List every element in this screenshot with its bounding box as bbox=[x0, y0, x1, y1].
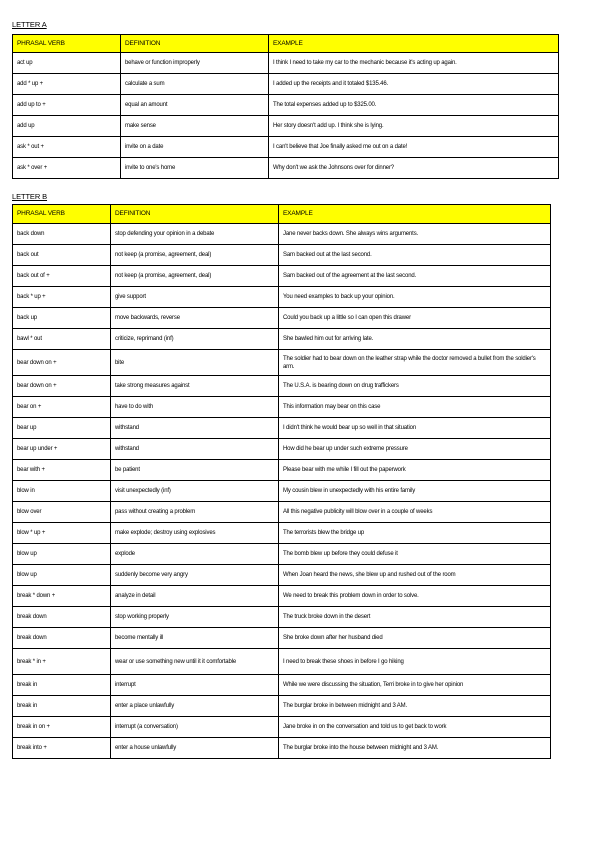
letter-a-label: LETTER A bbox=[12, 20, 47, 29]
table-row bbox=[13, 158, 559, 179]
phrasal-verb-cell: bear with + bbox=[13, 460, 111, 481]
phrasal-verb-cell: back out bbox=[13, 245, 111, 266]
example-cell: While we were discussing the situation, Terri broke in to give her opinion bbox=[279, 675, 551, 696]
phrasal-verb-cell: add up bbox=[13, 116, 121, 137]
table-row bbox=[13, 329, 551, 350]
phrasal-verb-cell: break into + bbox=[13, 738, 111, 759]
phrasal-verb-cell: break in bbox=[13, 675, 111, 696]
phrasal-verb-cell: bear up under + bbox=[13, 439, 111, 460]
column-header-phrasal-verb: PHRASAL VERB bbox=[13, 205, 111, 224]
table-header-row bbox=[13, 205, 551, 224]
table-row bbox=[13, 586, 551, 607]
phrasal-verb-cell: back up bbox=[13, 308, 111, 329]
example-cell: The burglar broke into the house between midnight and 3 AM. bbox=[279, 738, 551, 759]
definition-cell: give support bbox=[111, 287, 279, 308]
definition-cell: make explode; destroy using explosives bbox=[111, 523, 279, 544]
phrasal-verb-cell: ask * out + bbox=[13, 137, 121, 158]
table-row bbox=[13, 95, 559, 116]
table-header-row bbox=[13, 35, 559, 53]
phrasal-verb-cell: ask * over + bbox=[13, 158, 121, 179]
definition-cell: equal an amount bbox=[121, 95, 269, 116]
definition-cell: bite bbox=[111, 350, 279, 376]
example-cell: The terrorists blew the bridge up bbox=[279, 523, 551, 544]
example-cell: I added up the receipts and it totaled $135.46. bbox=[269, 74, 559, 95]
phrasal-verb-cell: add * up + bbox=[13, 74, 121, 95]
definition-cell: not keep (a promise, agreement, deal) bbox=[111, 245, 279, 266]
table-row bbox=[13, 544, 551, 565]
definition-cell: not keep (a promise, agreement, deal) bbox=[111, 266, 279, 287]
letter-a-table bbox=[12, 34, 559, 179]
definition-cell: invite on a date bbox=[121, 137, 269, 158]
table-row bbox=[13, 266, 551, 287]
phrasal-verb-cell: blow * up + bbox=[13, 523, 111, 544]
definition-cell: make sense bbox=[121, 116, 269, 137]
table-row bbox=[13, 738, 551, 759]
example-cell: This information may bear on this case bbox=[279, 397, 551, 418]
definition-cell: explode bbox=[111, 544, 279, 565]
table-row bbox=[13, 523, 551, 544]
table-row bbox=[13, 376, 551, 397]
example-cell: The soldier had to bear down on the leather strap while the doctor removed a bullet from the soldier's arm. bbox=[279, 350, 551, 376]
phrasal-verb-cell: break * down + bbox=[13, 586, 111, 607]
table-row bbox=[13, 418, 551, 439]
example-cell: Sam backed out of the agreement at the last second. bbox=[279, 266, 551, 287]
table-row bbox=[13, 397, 551, 418]
definition-cell: calculate a sum bbox=[121, 74, 269, 95]
definition-cell: stop defending your opinion in a debate bbox=[111, 224, 279, 245]
example-cell: Her story doesn't add up. I think she is lying. bbox=[269, 116, 559, 137]
definition-cell: wear or use something new until it it comfortable bbox=[111, 649, 279, 675]
definition-cell: visit unexpectedly (inf) bbox=[111, 481, 279, 502]
definition-cell: enter a place unlawfully bbox=[111, 696, 279, 717]
definition-cell: pass without creating a problem bbox=[111, 502, 279, 523]
example-cell: The U.S.A. is bearing down on drug traffickers bbox=[279, 376, 551, 397]
table-row bbox=[13, 649, 551, 675]
phrasal-verb-cell: break in on + bbox=[13, 717, 111, 738]
table-row bbox=[13, 287, 551, 308]
definition-cell: have to do with bbox=[111, 397, 279, 418]
example-cell: My cousin blew in unexpectedly with his entire family bbox=[279, 481, 551, 502]
phrasal-verb-cell: break down bbox=[13, 607, 111, 628]
example-cell: The burglar broke in between midnight and 3 AM. bbox=[279, 696, 551, 717]
example-cell: I didn't think he would bear up so well in that situation bbox=[279, 418, 551, 439]
definition-cell: withstand bbox=[111, 439, 279, 460]
definition-cell: analyze in detail bbox=[111, 586, 279, 607]
phrasal-verb-cell: break down bbox=[13, 628, 111, 649]
phrasal-verb-cell: bear down on + bbox=[13, 350, 111, 376]
example-cell: The truck broke down in the desert bbox=[279, 607, 551, 628]
table-row bbox=[13, 675, 551, 696]
example-cell: Could you back up a little so I can open this drawer bbox=[279, 308, 551, 329]
table-row bbox=[13, 565, 551, 586]
table-row bbox=[13, 607, 551, 628]
definition-cell: behave or function improperly bbox=[121, 53, 269, 74]
table-row bbox=[13, 502, 551, 523]
table-row bbox=[13, 137, 559, 158]
definition-cell: invite to one's home bbox=[121, 158, 269, 179]
definition-cell: interrupt (a conversation) bbox=[111, 717, 279, 738]
phrasal-verb-cell: back * up + bbox=[13, 287, 111, 308]
definition-cell: enter a house unlawfully bbox=[111, 738, 279, 759]
phrasal-verb-cell: act up bbox=[13, 53, 121, 74]
table-row bbox=[13, 116, 559, 137]
definition-cell: become mentally ill bbox=[111, 628, 279, 649]
example-cell: We need to break this problem down in order to solve. bbox=[279, 586, 551, 607]
phrasal-verb-cell: bear up bbox=[13, 418, 111, 439]
column-header-example: EXAMPLE bbox=[279, 205, 551, 224]
definition-cell: take strong measures against bbox=[111, 376, 279, 397]
definition-cell: be patient bbox=[111, 460, 279, 481]
phrasal-verb-cell: bawl * out bbox=[13, 329, 111, 350]
example-cell: When Joan heard the news, she blew up and rushed out of the room bbox=[279, 565, 551, 586]
column-header-definition: DEFINITION bbox=[121, 35, 269, 53]
example-cell: How did he bear up under such extreme pressure bbox=[279, 439, 551, 460]
table-row bbox=[13, 53, 559, 74]
table-row bbox=[13, 224, 551, 245]
table-row bbox=[13, 628, 551, 649]
letter-b-label: LETTER B bbox=[12, 192, 48, 201]
phrasal-verb-cell: back out of + bbox=[13, 266, 111, 287]
phrasal-verb-cell: blow over bbox=[13, 502, 111, 523]
definition-cell: suddenly become very angry bbox=[111, 565, 279, 586]
example-cell: I need to break these shoes in before I go hiking bbox=[279, 649, 551, 675]
definition-cell: withstand bbox=[111, 418, 279, 439]
table-row bbox=[13, 460, 551, 481]
definition-cell: interrupt bbox=[111, 675, 279, 696]
definition-cell: criticize, reprimand (inf) bbox=[111, 329, 279, 350]
example-cell: I think I need to take my car to the mechanic because it's acting up again. bbox=[269, 53, 559, 74]
example-cell: She bawled him out for arriving late. bbox=[279, 329, 551, 350]
phrasal-verb-cell: bear on + bbox=[13, 397, 111, 418]
phrasal-verb-cell: break * in + bbox=[13, 649, 111, 675]
table-row bbox=[13, 308, 551, 329]
example-cell: Sam backed out at the last second. bbox=[279, 245, 551, 266]
phrasal-verb-cell: bear down on + bbox=[13, 376, 111, 397]
example-cell: Jane broke in on the conversation and told us to get back to work bbox=[279, 717, 551, 738]
example-cell: I can't believe that Joe finally asked me out on a date! bbox=[269, 137, 559, 158]
phrasal-verb-cell: blow up bbox=[13, 565, 111, 586]
column-header-phrasal-verb: PHRASAL VERB bbox=[13, 35, 121, 53]
example-cell: Please bear with me while I fill out the paperwork bbox=[279, 460, 551, 481]
table-row bbox=[13, 696, 551, 717]
definition-cell: stop working properly bbox=[111, 607, 279, 628]
phrasal-verb-cell: break in bbox=[13, 696, 111, 717]
letter-b-table bbox=[12, 204, 551, 759]
phrasal-verb-cell: blow up bbox=[13, 544, 111, 565]
phrasal-verb-cell: blow in bbox=[13, 481, 111, 502]
column-header-example: EXAMPLE bbox=[269, 35, 559, 53]
table-row bbox=[13, 717, 551, 738]
table-row bbox=[13, 350, 551, 376]
column-header-definition: DEFINITION bbox=[111, 205, 279, 224]
example-cell: The bomb blew up before they could defuse it bbox=[279, 544, 551, 565]
example-cell: Why don't we ask the Johnsons over for dinner? bbox=[269, 158, 559, 179]
table-row bbox=[13, 439, 551, 460]
table-row bbox=[13, 245, 551, 266]
example-cell: She broke down after her husband died bbox=[279, 628, 551, 649]
table-row bbox=[13, 481, 551, 502]
example-cell: You need examples to back up your opinion. bbox=[279, 287, 551, 308]
example-cell: Jane never backs down. She always wins arguments. bbox=[279, 224, 551, 245]
definition-cell: move backwards, reverse bbox=[111, 308, 279, 329]
phrasal-verb-cell: add up to + bbox=[13, 95, 121, 116]
phrasal-verb-cell: back down bbox=[13, 224, 111, 245]
example-cell: All this negative publicity will blow over in a couple of weeks bbox=[279, 502, 551, 523]
example-cell: The total expenses added up to $325.00. bbox=[269, 95, 559, 116]
table-row bbox=[13, 74, 559, 95]
